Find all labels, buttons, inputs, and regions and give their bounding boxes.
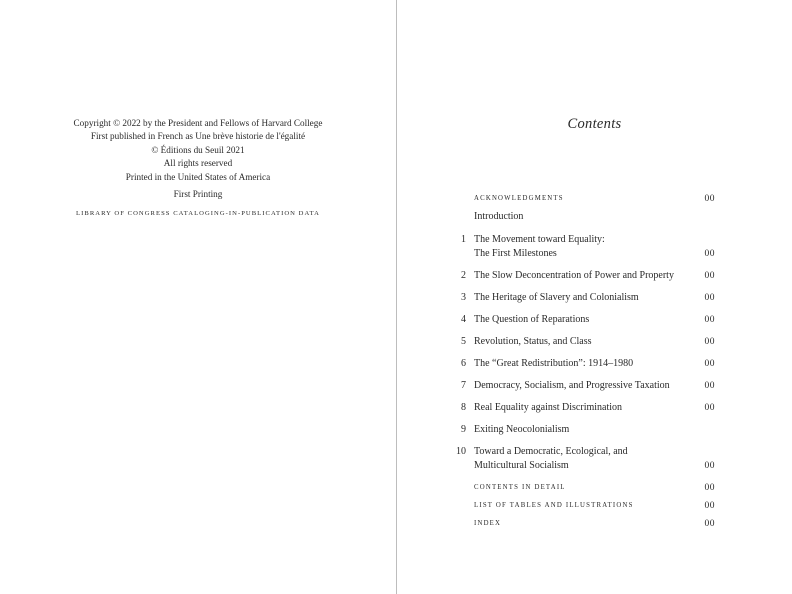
french-edition-copyright-line: © Éditions du Seuil 2021 <box>151 144 245 155</box>
toc-entry-title: Introduction <box>474 211 524 222</box>
toc-title-line: The Question of Reparations <box>474 314 590 325</box>
toc-entry-title <box>474 335 724 349</box>
toc-entry-title: INDEX <box>474 520 502 527</box>
toc-entry-title: ACKNOWLEDGMENTS <box>474 195 564 202</box>
chapter-number: 4 <box>461 314 466 325</box>
toc-page-number: 00 <box>704 315 715 325</box>
toc-page-number: 00 <box>704 501 715 511</box>
toc-title-line: Toward a Democratic, Ecological, and <box>474 446 628 457</box>
toc-title-line: The Heritage of Slavery and Colonialism <box>474 292 639 303</box>
printing-line: First Printing <box>173 189 223 199</box>
toc-entry-title <box>474 269 724 283</box>
copyright-line: Copyright © 2022 by the President and Fellows of Harvard College <box>73 118 323 128</box>
toc-page-number: 00 <box>704 293 715 303</box>
toc-title-line: The Movement toward Equality: <box>474 234 605 245</box>
toc-entry-title: LIST OF TABLES AND ILLUSTRATIONS <box>474 502 634 509</box>
chapter-number: 1 <box>461 234 466 245</box>
toc-entry-title <box>474 357 724 371</box>
chapter-number: 6 <box>461 358 466 369</box>
toc-page-number: 00 <box>704 381 715 391</box>
rights-reserved-line: All rights reserved <box>163 158 233 169</box>
toc-page-number: 00 <box>704 194 715 204</box>
printed-in-line: Printed in the United States of America <box>125 171 271 182</box>
cip-data-heading: LIBRARY OF CONGRESS CATALOGING-IN-PUBLICATION DATA <box>76 210 320 217</box>
toc-page-number: 00 <box>704 271 715 281</box>
toc-page-number: 00 <box>704 359 715 369</box>
chapter-number: 7 <box>461 380 466 391</box>
toc-entry-title <box>474 291 724 305</box>
toc-title-line: Exiting Neocolonialism <box>474 424 570 435</box>
toc-page-number: 00 <box>704 519 715 529</box>
toc-page-number: 00 <box>704 403 715 413</box>
toc-page-number: 00 <box>704 249 715 259</box>
toc-entry-title <box>474 423 724 437</box>
toc-title-line: The Slow Deconcentration of Power and Property <box>474 270 674 281</box>
copyright-notice <box>0 117 396 184</box>
toc-title-line: Revolution, Status, and Class <box>474 336 592 347</box>
toc-entry-title <box>474 233 724 261</box>
toc-page-number: 00 <box>704 461 715 471</box>
chapter-number: 10 <box>456 446 466 457</box>
toc-title-line: Real Equality against Discrimination <box>474 402 623 413</box>
toc-title-line: Democracy, Socialism, and Progressive Taxation <box>474 380 670 391</box>
contents-page <box>397 0 792 594</box>
toc-entry-title <box>474 401 724 415</box>
toc-entry-title <box>474 379 724 393</box>
toc-title-line: Multicultural Socialism <box>474 460 569 471</box>
toc-page-number: 00 <box>704 337 715 347</box>
contents-title: Contents <box>567 116 622 132</box>
toc-entry-title <box>474 445 724 473</box>
toc-entry-title <box>474 313 724 327</box>
chapter-number: 5 <box>461 336 466 347</box>
original-publication-line: First published in French as Une brève historie de l'égalité <box>90 131 306 142</box>
toc-entry-title: CONTENTS IN DETAIL <box>474 484 566 491</box>
chapter-number: 2 <box>461 270 466 281</box>
chapter-number: 3 <box>461 292 466 303</box>
chapter-number: 9 <box>461 424 466 435</box>
toc-title-line: The First Milestones <box>474 248 557 259</box>
toc-page-number: 00 <box>704 483 715 493</box>
chapter-number: 8 <box>461 402 466 413</box>
toc-title-line: The “Great Redistribution”: 1914–1980 <box>474 358 634 369</box>
